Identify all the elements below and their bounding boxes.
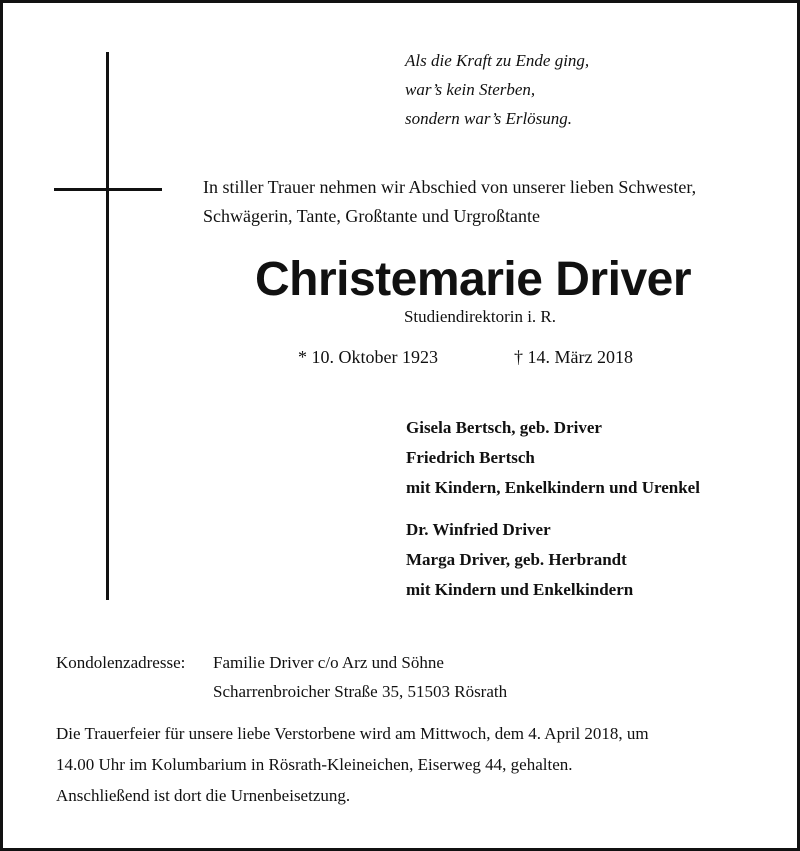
mourner-line: Gisela Bertsch, geb. Driver xyxy=(406,418,602,437)
poem-line: war’s kein Sterben, xyxy=(405,80,536,99)
service-line: Anschließend ist dort die Urnenbeisetzung. xyxy=(56,786,351,805)
deceased-name: Christemarie Driver xyxy=(254,253,692,306)
condolence-line: Scharrenbroicher Straße 35, 51503 Rösrath xyxy=(213,682,508,701)
poem-line: sondern war’s Erlösung. xyxy=(405,109,573,128)
condolence-address xyxy=(56,648,507,706)
birth-date: * 10. Oktober 1923 xyxy=(298,347,438,367)
death-date: † 14. März 2018 xyxy=(514,347,633,367)
intro-line: In stiller Trauer nehmen wir Abschied von unserer lieben Schwester, xyxy=(203,177,697,197)
mourner-line: mit Kindern, Enkelkindern und Urenkel xyxy=(406,478,700,497)
mourner-line: Marga Driver, geb. Herbrandt xyxy=(406,550,627,569)
intro-text xyxy=(203,173,696,231)
service-line: Die Trauerfeier für unsere liebe Verstorbene wird am Mittwoch, dem 4. April 2018, um xyxy=(56,724,649,743)
service-info xyxy=(56,718,649,811)
cross-icon-horizontal-bar xyxy=(54,188,162,191)
mourner-line: Friedrich Bertsch xyxy=(406,448,535,467)
deceased-title: Studiendirektorin i. R. xyxy=(403,307,557,326)
poem-line: Als die Kraft zu Ende ging, xyxy=(405,51,590,70)
condolence-label: Kondolenzadresse: xyxy=(56,653,186,672)
intro-line: Schwägerin, Tante, Großtante und Urgroßtante xyxy=(203,206,540,226)
mourner-line: Dr. Winfried Driver xyxy=(406,520,551,539)
poem xyxy=(405,46,589,133)
mourner-line: mit Kindern und Enkelkindern xyxy=(406,580,634,599)
condolence-line: Familie Driver c/o Arz und Söhne xyxy=(213,653,444,672)
service-line: 14.00 Uhr im Kolumbarium in Rösrath-Kleineichen, Eiserweg 44, gehalten. xyxy=(56,755,573,774)
mourner-group xyxy=(406,413,700,503)
mourner-group xyxy=(406,515,633,605)
